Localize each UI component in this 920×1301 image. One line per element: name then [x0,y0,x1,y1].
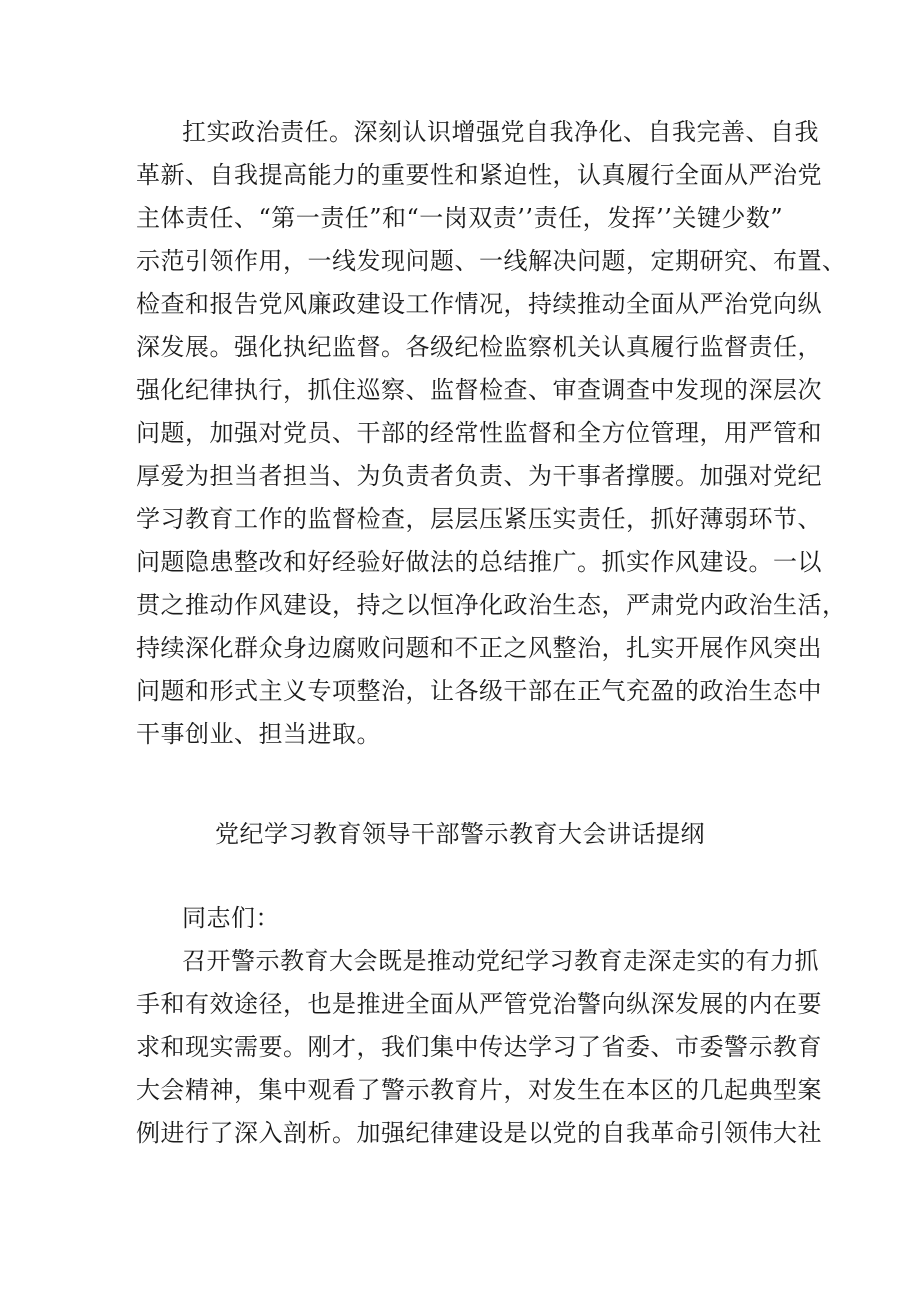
paragraph-line: 示范引领作用，一线发现问题、一线解决问题，定期研究、布置、 [136,247,847,275]
paragraph-line: 深发展。强化执纪监督。各级纪检监察机关认真履行监督责任， [136,333,822,361]
paragraph-line: 厚爱为担当者担当、为负责者负责、为干事者撑腰。加强对党纪 [136,462,822,490]
paragraph-line: 扛实政治责任。深刻认识增强党自我净化、自我完善、自我 [182,118,819,146]
paragraph-line: 强化纪律执行，抓住巡察、监督检查、审查调查中发现的深层次 [136,376,822,404]
paragraph-line: 干事创业、担当进取。 [136,720,381,748]
speech-title-heading: 党纪学习教育领导干部警示教育大会讲话提纲 [215,820,705,848]
paragraph-line: 召开警示教育大会既是推动党纪学习教育走深走实的有力抓 [182,947,819,975]
paragraph-line: 主体责任、“第一责任”和“一岗双责’’责任，发挥’’关键少数” [136,204,784,232]
salutation: 同志们： [182,904,280,932]
paragraph-line: 检查和报告党风廉政建设工作情况，持续推动全面从严治党向纵 [136,290,822,318]
paragraph-line: 革新、自我提高能力的重要性和紧迫性，认真履行全面从严治党 [136,161,822,189]
paragraph-line: 问题，加强对党员、干部的经常性监督和全方位管理，用严管和 [136,419,822,447]
paragraph-line: 大会精神，集中观看了警示教育片，对发生在本区的几起典型案 [136,1076,822,1104]
paragraph-line: 例进行了深入剖析。加强纪律建设是以党的自我革命引领伟大社 [136,1119,822,1147]
paragraph-line: 学习教育工作的监督检查，层层压紧压实责任，抓好薄弱环节、 [136,505,822,533]
paragraph-line: 贯之推动作风建设，持之以恒净化政治生态，严肃党内政治生活， [136,591,847,619]
paragraph-line: 问题和形式主义专项整治，让各级干部在正气充盈的政治生态中 [136,677,822,705]
paragraph-line: 持续深化群众身边腐败问题和不正之风整治，扎实开展作风突出 [136,634,822,662]
paragraph-line: 手和有效途径，也是推进全面从严管党治警向纵深发展的内在要 [136,990,822,1018]
paragraph-line: 求和现实需要。刚才，我们集中传达学习了省委、市委警示教育 [136,1033,822,1061]
paragraph-line: 问题隐患整改和好经验好做法的总结推广。抓实作风建设。一以 [136,548,822,576]
